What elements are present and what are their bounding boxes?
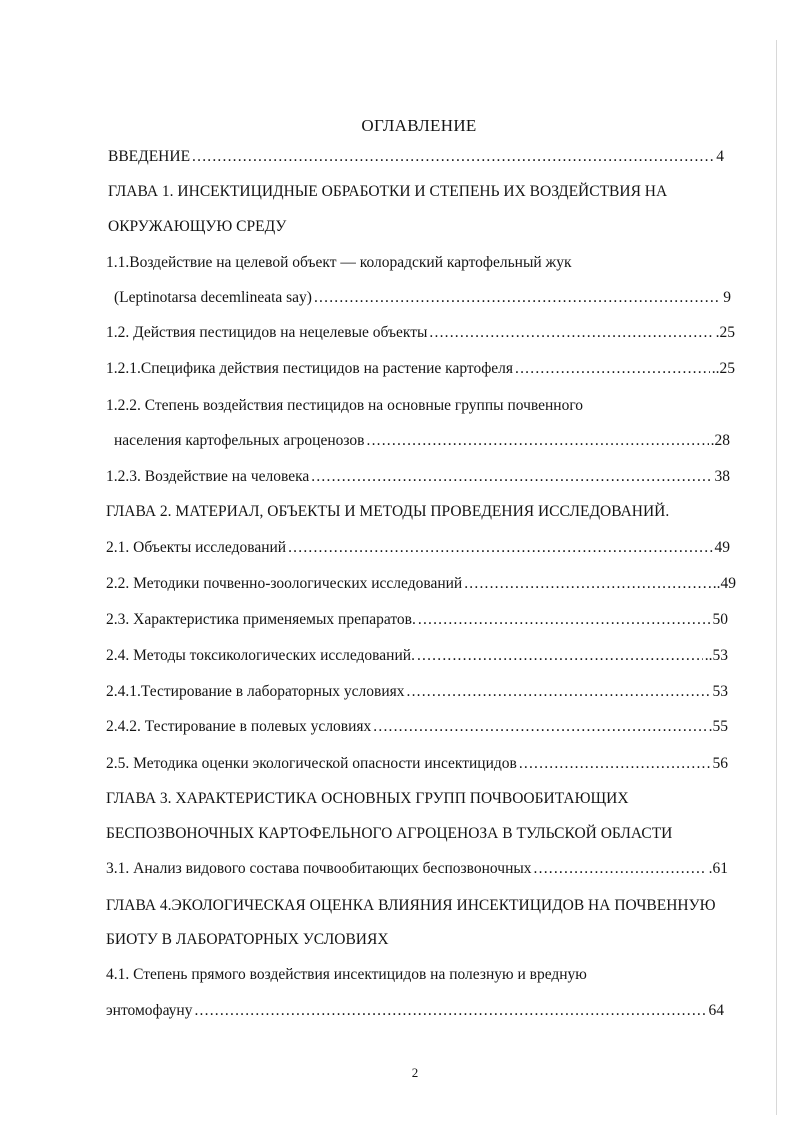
toc-leader-dots bbox=[314, 287, 721, 309]
toc-page-number: ..53 bbox=[704, 647, 728, 664]
toc-leader-dots bbox=[407, 681, 711, 703]
toc-entry-2-5[interactable] bbox=[106, 753, 728, 775]
toc-leader-dots bbox=[417, 645, 703, 667]
toc-entry-introduction[interactable] bbox=[108, 146, 724, 168]
toc-page-number: .28 bbox=[710, 432, 730, 449]
toc-entry-text: 1.2.3. Воздействие на человека bbox=[106, 468, 310, 485]
toc-entry-1-2-2-cont[interactable] bbox=[114, 430, 730, 452]
toc-chapter-3-heading[interactable]: ГЛАВА 3. ХАРАКТЕРИСТИКА ОСНОВНЫХ ГРУПП ПОЧВООБИТАЮЩИХ bbox=[106, 790, 629, 807]
toc-leader-dots bbox=[192, 146, 714, 168]
toc-entry-text: энтомофауну bbox=[106, 1002, 193, 1019]
toc-entry-2-4[interactable] bbox=[106, 645, 728, 667]
toc-chapter-4-heading[interactable]: ГЛАВА 4.ЭКОЛОГИЧЕСКАЯ ОЦЕНКА ВЛИЯНИЯ ИНСЕКТИЦИДОВ НА ПОЧВЕННУЮ bbox=[106, 897, 716, 914]
toc-leader-dots bbox=[515, 358, 710, 380]
toc-leader-dots bbox=[464, 573, 711, 595]
toc-entry-2-1[interactable] bbox=[106, 537, 730, 559]
page-number: 2 bbox=[411, 1065, 419, 1080]
toc-page-number: .61 bbox=[708, 860, 728, 877]
toc-leader-dots bbox=[418, 609, 711, 631]
toc-entry-2-2[interactable] bbox=[106, 573, 736, 595]
toc-page-number: ..49 bbox=[712, 575, 736, 592]
page-title: ОГЛАВЛЕНИЕ bbox=[361, 116, 477, 135]
toc-entry-text: (Leptinotarsa decemlineata say) bbox=[114, 289, 312, 306]
toc-page-number: 4 bbox=[716, 148, 724, 165]
toc-entry-text: 1.2.1.Специфика действия пестицидов на растение картофеля bbox=[106, 360, 514, 377]
toc-page-number: 49 bbox=[714, 539, 730, 556]
toc-entry-4-1[interactable]: 4.1. Степень прямого воздействия инсектицидов на полезную и вредную bbox=[106, 966, 587, 983]
toc-entry-3-1[interactable] bbox=[106, 858, 728, 880]
toc-entry-text: 2.5. Методика оценки экологической опасности инсектицидов bbox=[106, 755, 517, 772]
toc-chapter-1-heading-cont[interactable]: ОКРУЖАЮЩУЮ СРЕДУ bbox=[108, 218, 287, 235]
toc-entry-text: 1.2. Действия пестицидов на нецелевые объекты bbox=[106, 324, 428, 341]
toc-entry-1-2-2[interactable]: 1.2.2. Степень воздействия пестицидов на основные группы почвенного bbox=[106, 397, 584, 414]
toc-entry-text: 2.4.2. Тестирование в полевых условиях bbox=[106, 718, 372, 735]
toc-entry-text: 2.3. Характеристика применяемых препаратов. bbox=[106, 611, 416, 628]
toc-leader-dots bbox=[534, 858, 707, 880]
toc-chapter-2-heading[interactable]: ГЛАВА 2. МАТЕРИАЛ, ОБЪЕКТЫ И МЕТОДЫ ПРОВЕДЕНИЯ ИССЛЕДОВАНИЙ. bbox=[106, 503, 670, 520]
toc-page-number: .55 bbox=[708, 718, 728, 735]
toc-leader-dots bbox=[519, 753, 711, 775]
toc-entry-text: ВВЕДЕНИЕ bbox=[108, 148, 191, 165]
toc-leader-dots bbox=[311, 466, 712, 488]
toc-chapter-1-heading[interactable]: ГЛАВА 1. ИНСЕКТИЦИДНЫЕ ОБРАБОТКИ И СТЕПЕНЬ ИХ ВОЗДЕЙСТВИЯ НА bbox=[108, 183, 668, 200]
toc-chapter-3-heading-cont[interactable]: БЕСПОЗВОНОЧНЫХ КАРТОФЕЛЬНОГО АГРОЦЕНОЗА В ТУЛЬСКОЙ ОБЛАСТИ bbox=[106, 825, 673, 842]
toc-entry-2-4-1[interactable] bbox=[106, 681, 728, 703]
toc-leader-dots bbox=[288, 537, 712, 559]
toc-entry-2-4-2[interactable] bbox=[106, 716, 728, 738]
toc-entry-4-1-cont[interactable] bbox=[106, 1000, 724, 1022]
scan-edge-line bbox=[776, 40, 777, 1115]
toc-entry-1-2-3[interactable] bbox=[106, 466, 730, 488]
toc-page-number: 64 bbox=[708, 1002, 724, 1019]
toc-leader-dots bbox=[194, 1000, 706, 1022]
toc-page-number: 38 bbox=[714, 468, 730, 485]
toc-leader-dots bbox=[429, 322, 713, 344]
toc-page-number: 50 bbox=[712, 611, 728, 628]
toc-page-number: 56 bbox=[712, 755, 728, 772]
toc-leader-dots bbox=[373, 716, 706, 738]
toc-leader-dots bbox=[367, 430, 709, 452]
toc-entry-1-1-cont[interactable] bbox=[114, 287, 731, 309]
toc-entry-1-2[interactable] bbox=[106, 322, 735, 344]
toc-entry-text: 2.4. Методы токсикологических исследований. bbox=[106, 647, 415, 664]
toc-chapter-4-heading-cont[interactable]: БИОТУ В ЛАБОРАТОРНЫХ УСЛОВИЯХ bbox=[106, 931, 389, 948]
toc-page-number: 9 bbox=[723, 289, 731, 306]
toc-page-number: 53 bbox=[712, 683, 728, 700]
toc-entry-1-1[interactable]: 1.1.Воздействие на целевой объект — колорадский картофельный жук bbox=[106, 254, 572, 271]
toc-entry-text: 2.2. Методики почвенно-зоологических исследований bbox=[106, 575, 463, 592]
toc-entry-2-3[interactable] bbox=[106, 609, 728, 631]
toc-page-number: ..25 bbox=[711, 360, 735, 377]
toc-page-number: .25 bbox=[715, 324, 735, 341]
toc-entry-text: 2.4.1.Тестирование в лабораторных условиях bbox=[106, 683, 405, 700]
toc-entry-text: 3.1. Анализ видового состава почвообитающих беспозвоночных bbox=[106, 860, 532, 877]
toc-entry-text: населения картофельных агроценозов bbox=[114, 432, 365, 449]
toc-entry-text: 2.1. Объекты исследований bbox=[106, 539, 287, 556]
toc-entry-1-2-1[interactable] bbox=[106, 358, 735, 380]
